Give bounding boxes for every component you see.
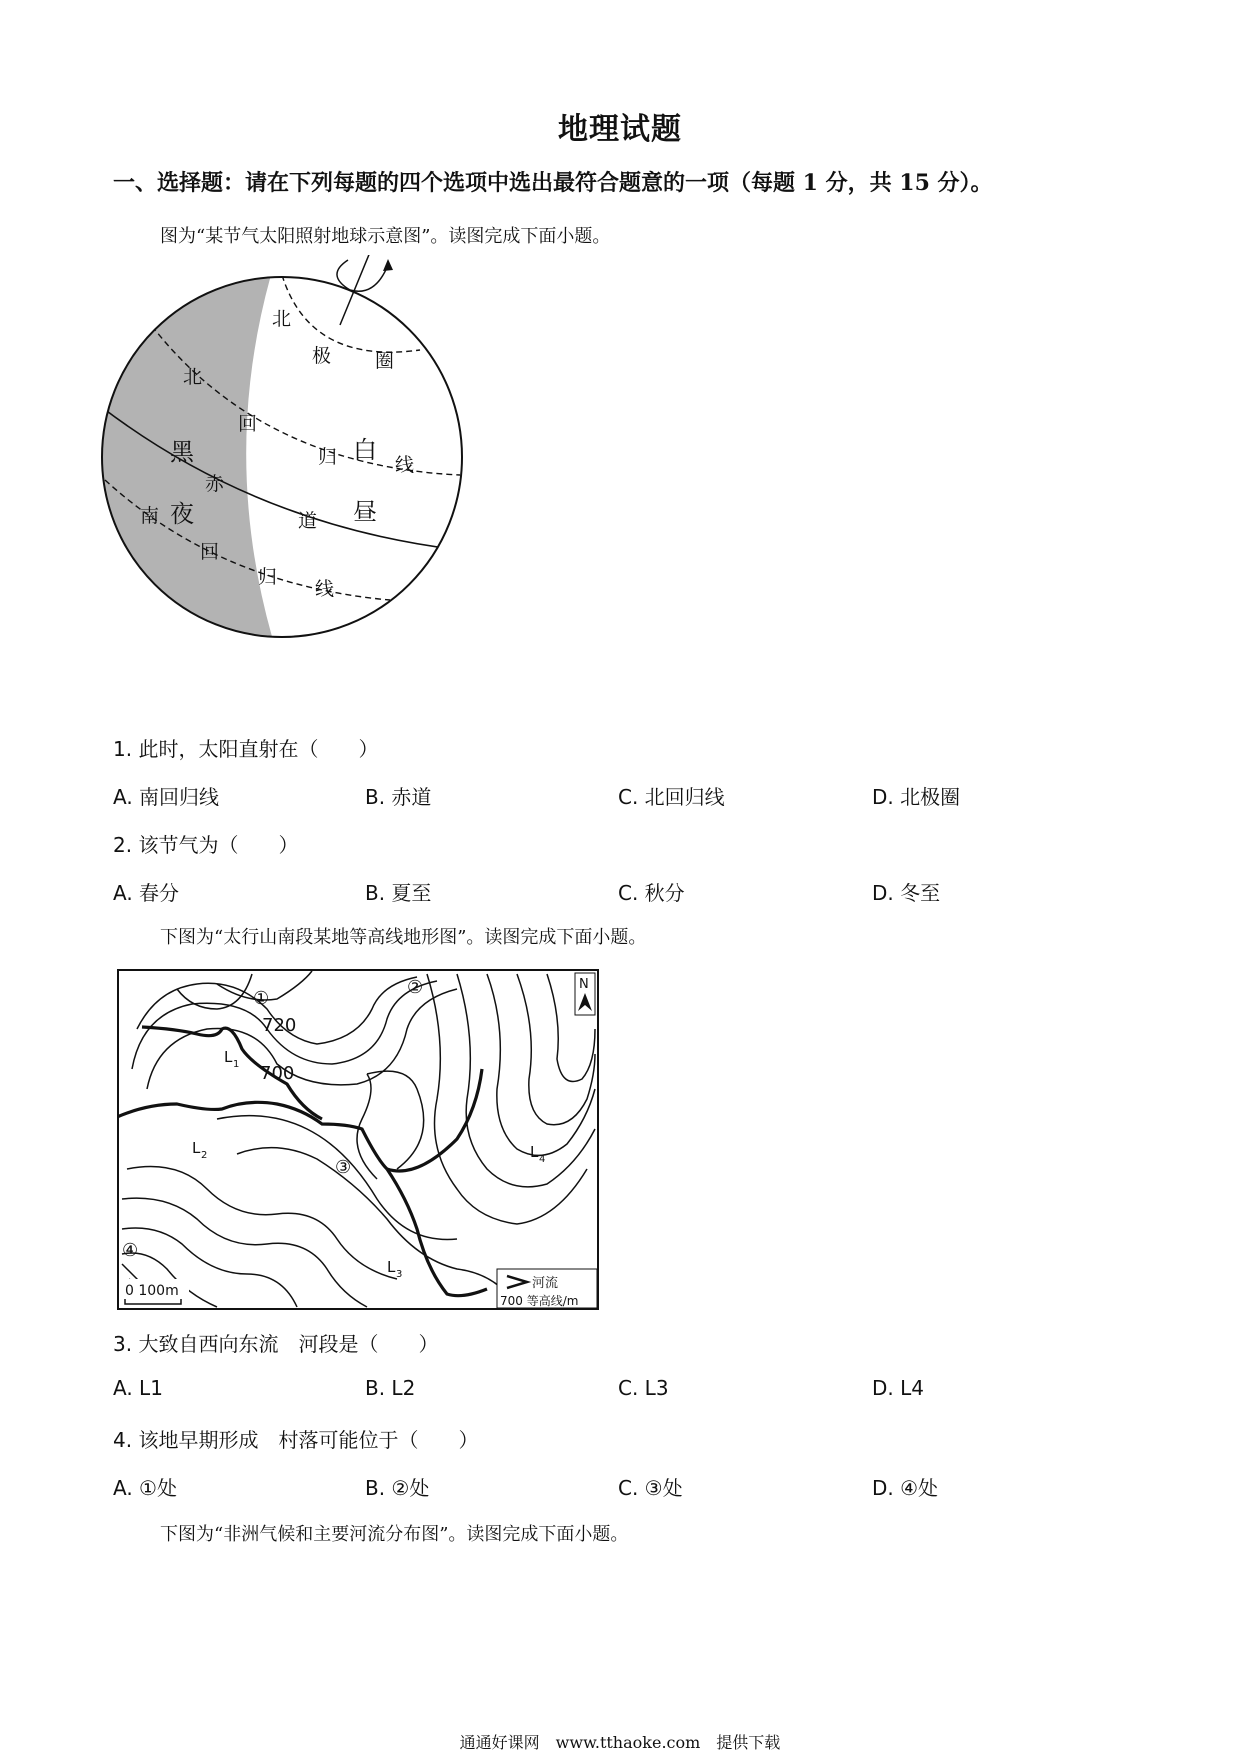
legend-river: 河流 <box>532 1276 559 1291</box>
river-label-sub: 4 <box>539 1154 546 1165</box>
option-d[interactable]: D. ④处 <box>872 1476 939 1500</box>
page-title: 地理试题 <box>558 112 682 147</box>
earth-axis <box>340 255 375 325</box>
option-d[interactable]: D. 北极圈 <box>872 785 961 809</box>
footer-credit: 通通好课网 www.tthaoke.com 提供下载 <box>459 1733 781 1752</box>
map-marker: ③ <box>335 1157 352 1178</box>
river-label: L <box>530 1143 539 1161</box>
globe-label: 白 <box>353 436 377 464</box>
globe-label: 黑 <box>170 438 194 466</box>
globe-label: 归 <box>258 566 278 588</box>
globe-label: 北 <box>183 366 203 388</box>
legend-contour: 700 等高线/m <box>500 1294 579 1308</box>
globe-label: 线 <box>315 578 335 600</box>
map-marker: ④ <box>122 1240 139 1261</box>
river-label-sub: 3 <box>396 1269 403 1280</box>
globe-label: 归 <box>318 446 338 468</box>
intro-globe: 图为“某节气太阳照射地球示意图”。读图完成下面小题。 <box>160 226 611 247</box>
globe-label: 赤 <box>205 473 225 495</box>
contour-value: 700 <box>260 1063 295 1084</box>
rotation-arrowhead <box>383 259 393 271</box>
river-label: L <box>192 1139 201 1157</box>
globe-label: 北 <box>272 308 292 330</box>
option-d[interactable]: D. L4 <box>872 1376 924 1400</box>
option-c[interactable]: C. 秋分 <box>618 881 685 905</box>
globe-figure <box>100 255 520 640</box>
globe-label: 南 <box>140 505 160 527</box>
option-b[interactable]: B. 赤道 <box>365 785 432 809</box>
globe-label: 回 <box>200 541 220 563</box>
globe-label: 夜 <box>170 500 194 528</box>
intro-africa: 下图为“非洲气候和主要河流分布图”。读图完成下面小题。 <box>160 1524 629 1545</box>
question-stem: 4. 该地早期形成 村落可能位于（ ） <box>113 1428 479 1452</box>
intro-contour: 下图为“太行山南段某地等高线地形图”。读图完成下面小题。 <box>160 927 647 948</box>
question-stem: 3. 大致自西向东流 河段是（ ） <box>113 1332 439 1356</box>
map-marker: ② <box>407 977 424 998</box>
option-b[interactable]: B. ②处 <box>365 1476 430 1500</box>
river-label: L <box>387 1258 396 1276</box>
north-letter: N <box>579 977 589 992</box>
contour-map-figure <box>117 969 599 1310</box>
option-d[interactable]: D. 冬至 <box>872 881 941 905</box>
option-a[interactable]: A. 南回归线 <box>113 785 220 809</box>
arctic-circle <box>282 275 420 352</box>
map-marker: ① <box>253 988 270 1009</box>
globe-label: 圈 <box>375 350 395 372</box>
river-label: L <box>224 1048 233 1066</box>
option-a[interactable]: A. L1 <box>113 1376 163 1400</box>
option-b[interactable]: B. 夏至 <box>365 881 432 905</box>
question-stem: 2. 该节气为（ ） <box>113 833 299 857</box>
globe-label: 回 <box>238 413 258 435</box>
option-a[interactable]: A. ①处 <box>113 1476 177 1500</box>
globe-label: 昼 <box>353 498 377 526</box>
river-label-sub: 2 <box>201 1150 208 1161</box>
section-heading: 一、选择题：请在下列每题的四个选项中选出最符合题意的一项（每题 1 分，共 15 分）。 <box>113 170 993 196</box>
contour-value: 720 <box>262 1015 297 1036</box>
option-c[interactable]: C. ③处 <box>618 1476 683 1500</box>
option-b[interactable]: B. L2 <box>365 1376 416 1400</box>
option-c[interactable]: C. 北回归线 <box>618 785 725 809</box>
scale-label: 0 100m <box>125 1283 179 1299</box>
option-c[interactable]: C. L3 <box>618 1376 669 1400</box>
river-label-sub: 1 <box>233 1059 240 1070</box>
option-a[interactable]: A. 春分 <box>113 881 180 905</box>
rotation-arrow <box>337 260 388 291</box>
globe-label: 道 <box>298 510 318 532</box>
question-stem: 1. 此时，太阳直射在（ ） <box>113 737 379 761</box>
globe-label: 线 <box>395 454 415 476</box>
globe-label: 极 <box>312 345 332 367</box>
